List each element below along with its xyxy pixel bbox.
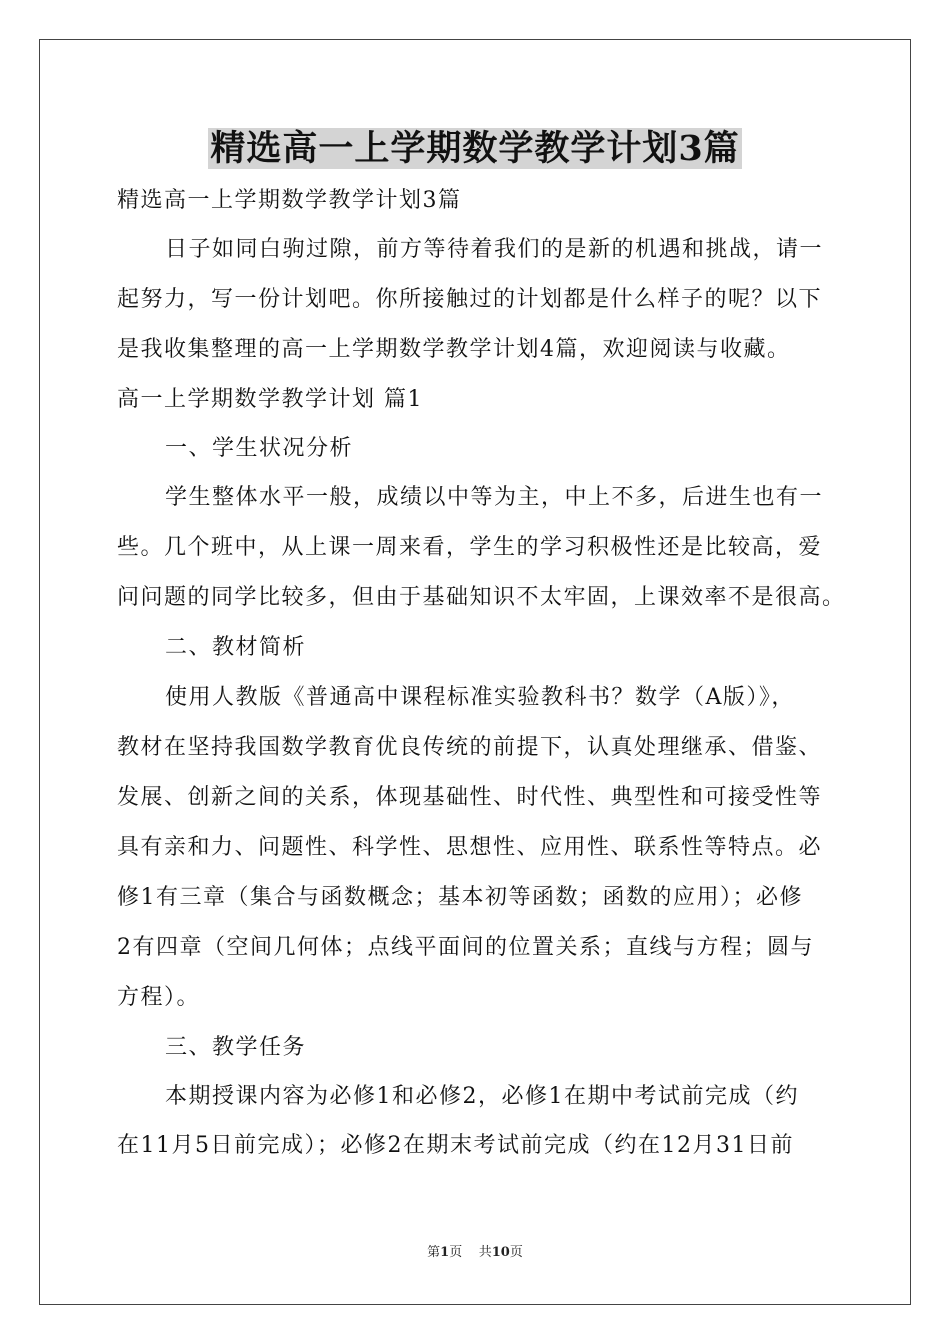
part2-line-1: 使用人教版《普通高中课程标准实验教科书？数学（A版）》， <box>165 685 795 710</box>
page-footer <box>0 1244 950 1262</box>
section-heading: 高一上学期数学教学计划 篇1 <box>117 387 423 412</box>
page-prefix: 第 <box>427 1245 441 1260</box>
total-pages: 10 <box>491 1245 510 1260</box>
part2-line-4: 具有亲和力、问题性、科学性、思想性、应用性、联系性等特点。必 <box>117 835 823 860</box>
intro-line-1: 日子如同白驹过隙，前方等待着我们的是新的机遇和挑战，请一 <box>165 237 824 262</box>
page-suffix: 页 <box>449 1245 463 1260</box>
total-suffix: 页 <box>509 1245 523 1260</box>
part2-line-6: 2有四章（空间几何体；点线平面间的位置关系；直线与方程；圆与 <box>117 935 814 960</box>
part2-heading: 二、教材简析 <box>165 635 307 660</box>
part1-line-3: 问问题的同学比较多，但由于基础知识不太牢固，上课效率不是很高。 <box>117 585 846 610</box>
page-border <box>39 39 911 1305</box>
part3-line-1: 本期授课内容为必修1和必修2，必修1在期中考试前完成（约 <box>165 1084 799 1109</box>
part1-line-2: 些。几个班中，从上课一周来看，学生的学习积极性还是比较高，爱 <box>117 535 823 560</box>
intro-line-3: 是我收集整理的高一上学期数学教学计划4篇，欢迎阅读与收藏。 <box>117 337 791 362</box>
part3-line-2: 在11月5日前完成）；必修2在期末考试前完成（约在12月31日前 <box>117 1133 794 1158</box>
part2-line-7: 方程）。 <box>117 985 201 1010</box>
part1-heading: 一、学生状况分析 <box>165 436 354 461</box>
document-subtitle: 精选高一上学期数学教学计划3篇 <box>117 188 462 213</box>
part1-line-1: 学生整体水平一般，成绩以中等为主，中上不多，后进生也有一 <box>165 485 824 510</box>
part2-line-5: 修1有三章（集合与函数概念；基本初等函数；函数的应用）；必修 <box>117 885 803 910</box>
document-title: 精选高一上学期数学教学计划3篇 <box>210 128 740 169</box>
page-number: 1 <box>440 1245 450 1260</box>
part2-line-2: 教材在坚持我国数学教育优良传统的前提下，认真处理继承、借鉴、 <box>117 735 823 760</box>
part2-line-3: 发展、创新之间的关系，体现基础性、时代性、典型性和可接受性等 <box>117 785 823 810</box>
intro-line-2: 起努力，写一份计划吧。你所接触过的计划都是什么样子的呢？以下 <box>117 287 823 312</box>
total-prefix: 共 <box>478 1245 492 1260</box>
part3-heading: 三、教学任务 <box>165 1035 307 1060</box>
